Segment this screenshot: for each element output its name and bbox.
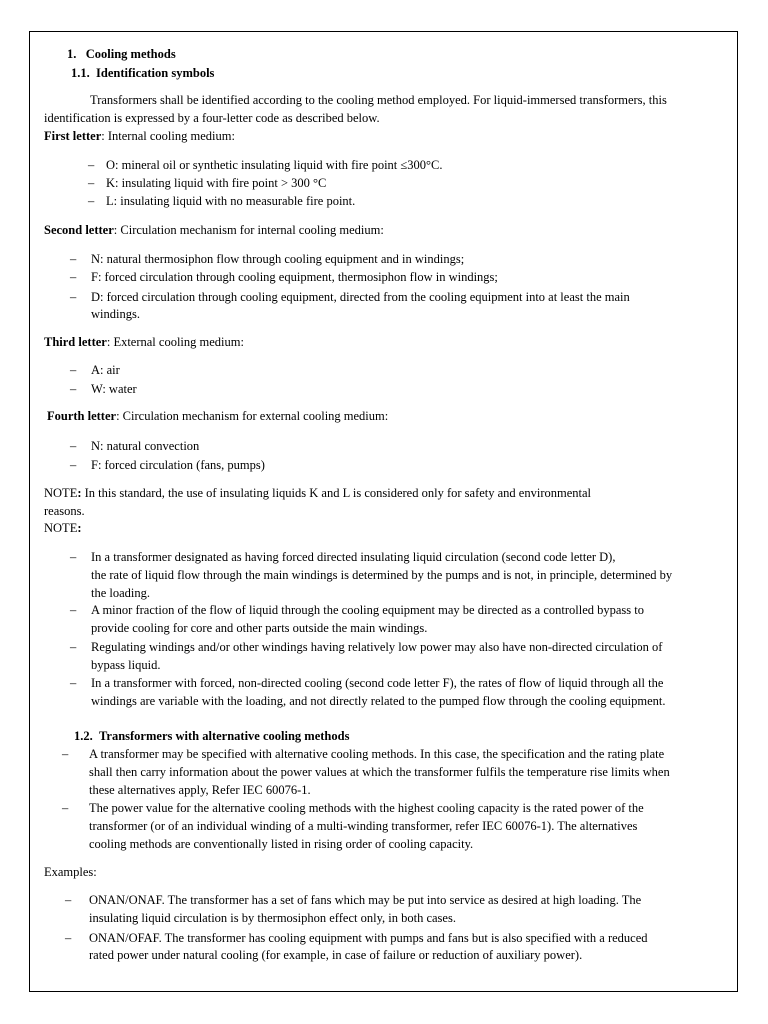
note-colon: : (77, 486, 82, 500)
alt-item-1-line-3: these alternatives apply, Refer IEC 60076-1. (89, 783, 311, 797)
second-letter-item-d-cont: windings. (91, 307, 140, 321)
note-item-1-line-3: the loading. (91, 586, 151, 600)
list-dash: – (62, 801, 69, 815)
intro-line-2: identification is expressed by a four-letter code as described below. (44, 111, 380, 125)
note-1-line-2: reasons. (44, 504, 85, 518)
fourth-letter-heading (47, 407, 388, 425)
note-label: NOTE (44, 486, 78, 500)
list-dash: – (70, 270, 77, 284)
first-letter-item-l: L: insulating liquid with no measurable fire point. (106, 194, 356, 208)
section-title: Cooling methods (85, 47, 176, 61)
list-dash: – (70, 603, 77, 617)
note-colon: : (77, 521, 82, 535)
example-2-line-1: ONAN/OFAF. The transformer has cooling equipment with pumps and fans but is also specified with a reduced (89, 931, 648, 945)
example-2-line-2: rated power under natural cooling (for example, in case of failure or reduction of auxiliary power). (89, 948, 583, 962)
list-dash: – (70, 550, 77, 564)
list-dash: – (70, 640, 77, 654)
note-text: In this standard, the use of insulating liquids K and L is considered only for safety and environmental (81, 486, 591, 500)
third-letter-label: Third letter (44, 335, 107, 349)
note-2-heading (44, 519, 82, 537)
note-label: NOTE (44, 521, 78, 535)
section-1-heading (67, 45, 176, 63)
section-1-1-heading (71, 64, 214, 82)
list-dash: – (70, 676, 77, 690)
section-number: 1. (67, 47, 77, 61)
third-letter-text: : External cooling medium: (106, 335, 244, 349)
first-letter-label: First letter (44, 129, 102, 143)
list-dash: – (62, 747, 69, 761)
note-item-3-line-2: bypass liquid. (91, 658, 161, 672)
note-item-4-line-2: windings are variable with the loading, and not directly related to the pumped flow through the cooling equipment. (91, 694, 666, 708)
list-dash: – (70, 252, 77, 266)
section-1-2-heading (74, 727, 349, 745)
section-title: Identification symbols (96, 66, 215, 80)
first-letter-item-o: O: mineral oil or synthetic insulating liquid with fire point ≤300°C. (106, 158, 443, 172)
examples-label: Examples: (44, 865, 97, 879)
example-1-line-1: ONAN/ONAF. The transformer has a set of fans which may be put into service as desired at high loading. The (89, 893, 642, 907)
list-dash: – (88, 176, 95, 190)
alt-item-1-line-2: shall then carry information about the power values at which the transformer fulfils the temperature rise limits when (89, 765, 670, 779)
list-dash: – (65, 893, 72, 907)
second-letter-text: : Circulation mechanism for internal cooling medium: (113, 223, 384, 237)
first-letter-text: : Internal cooling medium: (101, 129, 235, 143)
intro-line-1: Transformers shall be identified according to the cooling method employed. For liquid-immersed transformers, this (90, 93, 667, 107)
third-letter-item-a: A: air (91, 363, 120, 377)
alt-item-2-line-3: cooling methods are conventionally listed in rising order of cooling capacity. (89, 837, 474, 851)
note-item-2-line-1: A minor fraction of the flow of liquid through the cooling equipment may be directed as a controlled bypass to (91, 603, 644, 617)
first-letter-heading (44, 127, 235, 145)
list-dash: – (70, 439, 77, 453)
section-number: 1.1. (71, 66, 90, 80)
first-letter-item-k: K: insulating liquid with fire point > 300 °C (106, 176, 327, 190)
list-dash: – (70, 363, 77, 377)
note-item-4-line-1: In a transformer with forced, non-directed cooling (second code letter F), the rates of flow of liquid through all the (91, 676, 664, 690)
third-letter-heading (44, 333, 244, 351)
note-item-2-line-2: provide cooling for core and other parts outside the main windings. (91, 621, 428, 635)
second-letter-item-f: F: forced circulation through cooling equipment, thermosiphon flow in windings; (91, 270, 498, 284)
second-letter-heading (44, 221, 384, 239)
alt-item-2-line-1: The power value for the alternative cooling methods with the highest cooling capacity is the rated power of the (89, 801, 644, 815)
second-letter-item-n: N: natural thermosiphon flow through cooling equipment and in windings; (91, 252, 465, 266)
list-dash: – (70, 290, 77, 304)
second-letter-item-d: D: forced circulation through cooling equipment, directed from the cooling equipment into at least the main (91, 290, 630, 304)
list-dash: – (88, 158, 95, 172)
fourth-letter-label: Fourth letter (47, 409, 117, 423)
note-item-3-line-1: Regulating windings and/or other windings having relatively low power may also have non-directed circulation of (91, 640, 663, 654)
note-item-1-line-2: the rate of liquid flow through the main windings is determined by the pumps and is not, in principle, determined by (91, 568, 673, 582)
note-item-1-line-1: In a transformer designated as having forced directed insulating liquid circulation (second code letter D), (91, 550, 616, 564)
second-letter-label: Second letter (44, 223, 114, 237)
note-1-line-1 (44, 484, 591, 502)
list-dash: – (70, 382, 77, 396)
section-number: 1.2. (74, 729, 93, 743)
list-dash: – (88, 194, 95, 208)
section-title: Transformers with alternative cooling methods (99, 729, 350, 743)
alt-item-1-line-1: A transformer may be specified with alternative cooling methods. In this case, the specification and the rating plate (89, 747, 665, 761)
list-dash: – (70, 458, 77, 472)
alt-item-2-line-2: transformer (or of an individual winding of a multi-winding transformer, refer IEC 60076-1). The alternatives (89, 819, 638, 833)
list-dash: – (65, 931, 72, 945)
fourth-letter-item-f: F: forced circulation (fans, pumps) (91, 458, 265, 472)
fourth-letter-text: : Circulation mechanism for external cooling medium: (116, 409, 389, 423)
example-1-line-2: insulating liquid circulation is by thermosiphon effect only, in both cases. (89, 911, 456, 925)
fourth-letter-item-n: N: natural convection (91, 439, 200, 453)
third-letter-item-w: W: water (91, 382, 137, 396)
